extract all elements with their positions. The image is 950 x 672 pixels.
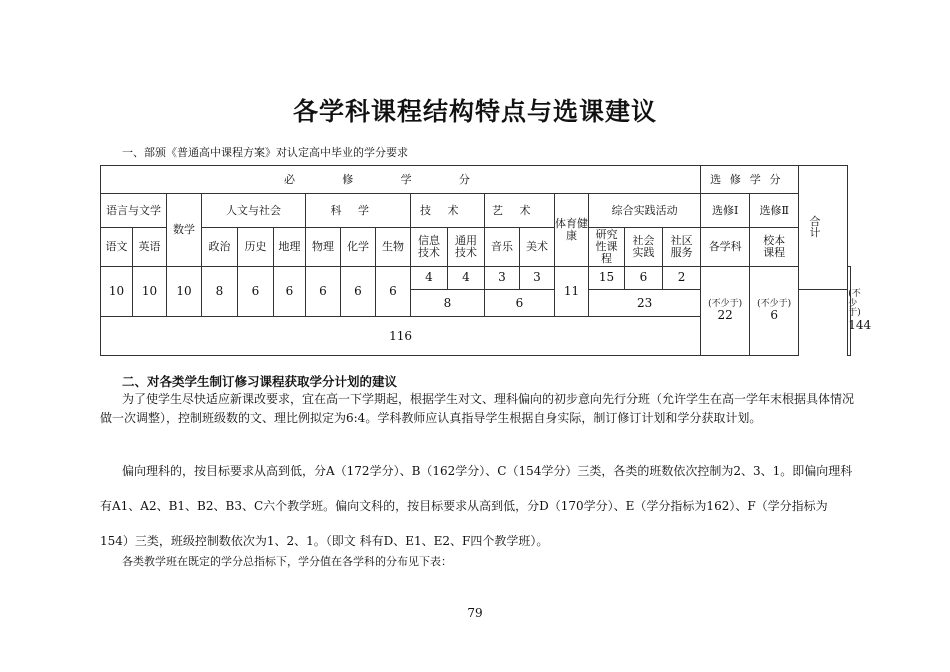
total-header: 合计 [799,166,848,290]
credit-chinese: 10 [101,266,133,317]
credit-chemistry: 6 [341,266,376,317]
subject-general-tech: 通用技术 [448,227,485,266]
section-1-heading: 一、部颁《普通高中课程方案》对认定高中毕业的学分要求 [122,146,408,159]
group-arts: 艺术 [485,194,555,228]
credit-requirements-table [100,165,872,356]
credit-biology: 6 [376,266,411,317]
page-title: 各学科课程结构特点与选课建议 [292,97,657,126]
credit-history: 6 [238,266,274,317]
elective-credits-header: 选修学分 [701,166,799,194]
subject-social: 社会实践 [625,227,663,266]
subject-physics: 物理 [306,227,341,266]
credit-politics: 8 [202,266,238,317]
group-humanities: 人文与社会 [202,194,306,228]
credit-math: 10 [167,266,202,317]
group-elective-2: 选修Ⅱ [750,194,799,228]
subject-biology: 生物 [376,227,411,266]
credit-elective-1: (不少于) 22 [701,266,750,355]
credit-grand-total: (不少于) 144 [848,266,851,355]
credit-arts-total: 6 [485,289,555,316]
credit-pe-health: 11 [555,266,589,317]
subject-research: 研究性课程 [589,227,625,266]
subject-community: 社区服务 [663,227,701,266]
subject-english: 英语 [133,227,167,266]
credit-fine-arts: 3 [520,266,555,289]
subject-all: 各学科 [701,227,750,266]
subject-history: 历史 [238,227,274,266]
subject-school-course: 校本课程 [750,227,799,266]
group-elective-1: 选修Ⅰ [701,194,750,228]
credit-tech-total: 8 [411,289,485,316]
credit-required-total: 116 [101,317,701,356]
subject-chinese: 语文 [101,227,133,266]
required-credits-header: 必修学分 [101,166,701,194]
group-practice: 综合实践活动 [589,194,701,228]
credit-research: 15 [589,266,625,289]
credit-general-tech: 4 [448,266,485,289]
credit-geography: 6 [274,266,306,317]
group-pe-health: 体育健康 [555,194,589,266]
subject-music: 音乐 [485,227,520,266]
group-math: 数学 [167,194,202,266]
credit-info-tech: 4 [411,266,448,289]
credit-physics: 6 [306,266,341,317]
page-number: 79 [467,606,483,620]
paragraph-class-categories: 偏向理科的，按目标要求从高到低，分A（172学分）、B（162学分）、C（154学分）三类，各类的班数依次控制为2、3、1。即偏向理科有A1、A2、B1、B2、B3、C六个教学班。偏向文科的，按目标要求从高到低，分D（170学分）、E（学分指标为162）、F（学分指标为154）三类，班级控制数依次为1、2、1。（即文 科有D、E1、E2、F四个教学班）。 [100,464,853,548]
subject-info-tech: 信息技术 [411,227,448,266]
subject-geography: 地理 [274,227,306,266]
group-tech: 技术 [411,194,485,228]
paragraph-distribution-note: 各类教学班在既定的学分总指标下，学分值在各学科的分布见下表： [122,555,452,568]
credit-english: 10 [133,266,167,317]
subject-politics: 政治 [202,227,238,266]
subject-fine-arts: 美术 [520,227,555,266]
credit-social: 6 [625,266,663,289]
paragraph-class-division: 为了使学生尽快适应新课改要求，宜在高一下学期起，根据学生对文、理科偏向的初步意向先行分班（允许学生在高一学年末根据具体情况做一次调整），控制班级数的文、理比例拟定为6:4。学科教师应认真指导学生根据自身实际，制订修订计划和学分获取计划。 [100,392,855,425]
credit-community: 2 [663,266,701,289]
credit-music: 3 [485,266,520,289]
section-2-heading: 二、对各类学生制订修习课程获取学分计划的建议 [122,374,398,389]
subject-chemistry: 化学 [341,227,376,266]
group-lang-lit: 语言与文学 [101,194,167,228]
group-science: 科学 [306,194,411,228]
credit-practice-total: 23 [589,289,701,316]
credit-elective-2: (不少于) 6 [750,266,799,355]
